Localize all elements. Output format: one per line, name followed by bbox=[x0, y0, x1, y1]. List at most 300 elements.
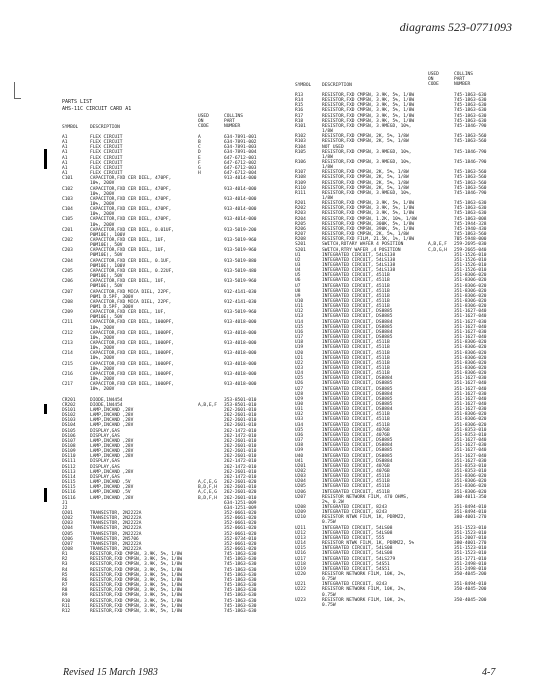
part-number: 352-0661-020 bbox=[224, 521, 257, 527]
part-symbol: U27 bbox=[295, 386, 304, 392]
part-number: 705-5948-000 bbox=[454, 237, 487, 243]
part-description: RESISTOR NTWK FILM, 1K, PDRMZ2, 5% bbox=[322, 541, 415, 547]
part-symbol: Q207 bbox=[62, 541, 73, 547]
used-on-code: C bbox=[198, 145, 201, 151]
part-symbol: U23 bbox=[295, 365, 304, 371]
part-number: 745-1863-560 bbox=[454, 232, 487, 238]
part-number: 745-1863-560 bbox=[454, 180, 487, 186]
part-number: 745-1944-328 bbox=[454, 221, 487, 227]
part-description: INTEGRATED CIRCUIT, 4511B bbox=[322, 355, 390, 361]
part-symbol: U214 bbox=[295, 541, 306, 547]
part-number: 351-2498-010 bbox=[454, 561, 487, 567]
part-symbol: DS113 bbox=[62, 469, 76, 475]
part-symbol: U25 bbox=[295, 376, 304, 382]
part-description: INTEGRATED CIRCUIT, 4511B bbox=[322, 283, 390, 289]
part-number: 913-5019-960 bbox=[224, 248, 257, 254]
part-number: 913-4018-000 bbox=[224, 341, 257, 346]
part-number: 745-1863-630 bbox=[224, 603, 257, 609]
part-number: 351-8494-010 bbox=[454, 505, 487, 510]
part-description: INTEGRATED CIRCUIT, 4511B bbox=[322, 479, 390, 485]
part-number: 351-1627-040 bbox=[454, 386, 487, 392]
part-symbol: C216 bbox=[62, 371, 73, 377]
part-number: 913-5019-480 bbox=[224, 268, 257, 274]
part-symbol: U222 bbox=[295, 587, 306, 593]
part-number: 647-6712-004 bbox=[224, 171, 257, 177]
part-description: INTEGRATED CIRCUIT, 54LS138 bbox=[322, 268, 396, 274]
part-number: 913-4014-000 bbox=[224, 207, 257, 213]
part-description: RESISTOR,FXD CMPSN, 3.9K, 5%, 1/8W bbox=[322, 113, 415, 119]
part-number: 351-8306-020 bbox=[454, 479, 487, 485]
part-number: 351-1526-010 bbox=[454, 262, 487, 268]
part-description: NOT USED bbox=[322, 144, 344, 150]
part-number: 351-1523-010 bbox=[454, 525, 487, 531]
part-symbol: DS104 bbox=[62, 423, 76, 429]
part-number: 745-1863-630 bbox=[224, 557, 257, 563]
part-number: 353-8501-010 bbox=[224, 397, 257, 403]
part-number: 745-1863-630 bbox=[454, 113, 487, 119]
part-symbol: DS115 bbox=[62, 485, 76, 491]
part-number: 262-1472-010 bbox=[224, 433, 257, 439]
part-number: 351-8306-020 bbox=[454, 345, 487, 351]
part-symbol: U26 bbox=[295, 381, 304, 387]
used-header-right: USED ON CODE bbox=[428, 72, 439, 88]
part-number: 745-1846-790 bbox=[454, 190, 487, 196]
part-number: 351-8306-020 bbox=[454, 360, 487, 366]
change-bar bbox=[44, 149, 47, 169]
part-symbol: R206 bbox=[295, 226, 306, 232]
part-description: LAMP,INCAND ,28V bbox=[90, 449, 134, 455]
part-symbol: C202 bbox=[62, 238, 73, 243]
part-number: 351-1627-030 bbox=[454, 391, 487, 397]
part-description: INTEGRATED CIRCUIT, 4511B bbox=[322, 417, 390, 423]
part-number: 351-8306-020 bbox=[454, 350, 487, 356]
part-symbol: DS116 bbox=[62, 490, 76, 496]
part-symbol: U207 bbox=[295, 494, 306, 500]
part-symbol: A1 bbox=[62, 145, 68, 151]
part-description: INTEGRATED CIRCUIT, 4511B bbox=[322, 412, 390, 418]
part-symbol: S201 bbox=[295, 247, 306, 253]
part-symbol: U38 bbox=[295, 443, 304, 449]
part-description: INTEGRATED CIRCUIT, 54LS138 bbox=[322, 257, 396, 263]
part-description: CAPACITOR,FXD CER DIEL, 1000PF, bbox=[90, 330, 174, 336]
part-number: 913-4014-000 bbox=[224, 217, 257, 223]
part-description: RESISTOR,FXD CMPSN, 3.9K, 5%, 1/8W bbox=[90, 603, 183, 609]
part-description: 1/8W bbox=[322, 196, 333, 201]
part-description: INTEGRATED CIRCUIT, 4076B bbox=[322, 432, 390, 438]
part-symbol: R4 bbox=[62, 567, 68, 573]
part-symbol: A1 bbox=[62, 135, 68, 140]
part-number: 351-1523-010 bbox=[454, 551, 487, 557]
part-description: RESISTOR,FXD CMPSN, 3.9K, 5%, 1/8W bbox=[90, 583, 183, 589]
part-symbol: R204 bbox=[295, 216, 306, 222]
part-description: INTEGRATED CIRCUIT, DS8885 bbox=[322, 402, 393, 407]
part-number: 913-5019-200 bbox=[224, 227, 257, 233]
part-description: INTEGRATED CIRCUIT, DS8885 bbox=[322, 314, 393, 320]
part-symbol: R207 bbox=[295, 232, 306, 238]
part-description: INTEGRATED CIRCUIT, DS8885 bbox=[322, 381, 393, 387]
part-number: 352-0661-020 bbox=[224, 531, 257, 537]
part-description: DISPLAY,GAS bbox=[90, 474, 120, 480]
part-description: RESISTOR,FXD CMPSN, 3.9K, 5%, 1/8W bbox=[322, 103, 415, 109]
part-symbol: C102 bbox=[62, 186, 73, 192]
part-symbol: U2 bbox=[295, 257, 301, 263]
part-number: 745-1863-560 bbox=[454, 175, 487, 181]
part-symbol: U218 bbox=[295, 561, 306, 567]
part-symbol: R12 bbox=[62, 608, 71, 614]
part-number: 745-1846-790 bbox=[454, 123, 487, 129]
part-number: 647-6712-001 bbox=[224, 155, 257, 161]
part-symbol: U204 bbox=[295, 479, 306, 485]
part-description: INTEGRATED CIRCUIT, 54LS138 bbox=[322, 252, 396, 258]
part-number: 745-1863-560 bbox=[454, 185, 487, 191]
part-number: 745-1863-630 bbox=[224, 598, 257, 604]
part-description: CAPACITOR,FXD CER DIEL, 1000PF, bbox=[90, 351, 174, 357]
part-symbol: U7 bbox=[295, 283, 301, 289]
part-symbol: R107 bbox=[295, 170, 306, 176]
part-description: CAPACITOR,FXD MICA DIEL, 22PF, bbox=[90, 299, 172, 305]
part-description: TRANSISTOR, 2N5706 bbox=[90, 536, 139, 542]
part-number: 913-4018-000 bbox=[224, 371, 257, 377]
part-number: 745-1863-630 bbox=[454, 201, 487, 207]
part-description: INTEGRATED CIRCUIT, 4511B bbox=[322, 288, 390, 294]
part-symbol: R108 bbox=[295, 175, 306, 181]
part-description: INTEGRATED CIRCUIT, DS8885 bbox=[322, 453, 393, 459]
part-number: 745-1846-790 bbox=[454, 159, 487, 165]
part-description: FLEX CIRCUIT bbox=[90, 150, 123, 156]
part-description: INTEGRATED CIRCUIT, 54LS138 bbox=[322, 262, 396, 268]
part-symbol: U39 bbox=[295, 448, 304, 454]
part-description: RESISTOR,FXD CMPSN, 2K, 5%, 1/8W bbox=[322, 139, 409, 145]
part-number: 380-4001-270 bbox=[454, 541, 487, 547]
part-symbol: CR202 bbox=[62, 402, 76, 408]
part-number: 912-4141-030 bbox=[224, 299, 257, 305]
part-description: RESISTOR,FXD CMPSN, 3.9MEGD, 10%, bbox=[322, 149, 412, 155]
part-symbol: R205 bbox=[295, 221, 306, 227]
part-symbol: DS109 bbox=[62, 449, 76, 455]
part-description: INTEGRATED CIRCUIT, 4511B bbox=[322, 371, 390, 377]
part-description: INTEGRATED CIRCUIT, 555 bbox=[322, 535, 385, 541]
part-symbol: A1 bbox=[62, 171, 68, 177]
part-description: INTEGRATED CIRCUIT, 4511B bbox=[322, 299, 390, 304]
part-description: 10%, 200V bbox=[90, 335, 115, 341]
part-number: 262-2601-010 bbox=[224, 495, 257, 501]
symbol-header-right: SYMBOL bbox=[295, 83, 312, 88]
part-symbol: R102 bbox=[295, 134, 306, 140]
part-number: 351-1627-030 bbox=[454, 443, 487, 449]
part-symbol: C206 bbox=[62, 279, 73, 285]
part-description: RESISTOR,FXD FILM, 21.5K, 1%, 1/8W bbox=[322, 237, 415, 243]
part-description: CAPACITOR,FXD CER DIEL, 1000PF, bbox=[90, 361, 174, 367]
part-number: 745-1940-430 bbox=[454, 226, 487, 232]
part-number: 351-1627-040 bbox=[454, 448, 487, 454]
part-number: 351-1523-010 bbox=[454, 530, 487, 536]
part-symbol: CR201 bbox=[62, 397, 76, 403]
part-description: 2%, 0.2W bbox=[322, 499, 344, 505]
part-number: 351-1627-040 bbox=[454, 335, 487, 341]
part-symbol: R10 bbox=[62, 598, 71, 604]
part-description: RESISTOR,FXD CMPSN, 2K, 5%, 1/8W bbox=[322, 180, 409, 186]
part-number: 351-8353-010 bbox=[454, 468, 487, 474]
part-description: 0.75W bbox=[322, 520, 336, 526]
part-description: DISPLAY,GAS bbox=[90, 433, 120, 439]
part-number: 634-1251-009 bbox=[224, 500, 257, 506]
part-symbol: DS107 bbox=[62, 438, 76, 444]
part-number: 634-7891-001 bbox=[224, 135, 257, 140]
part-description: RESISTOR,FXD CMPSN, 3.9K, 5%, 1/8W bbox=[90, 593, 183, 599]
part-number: 913-5019-960 bbox=[224, 238, 257, 243]
used-on-code: A,C,E,G bbox=[198, 480, 217, 486]
part-number: 745-1863-008 bbox=[454, 216, 487, 222]
part-description: TRANSISTOR, 2N2222A bbox=[90, 510, 142, 516]
part-description: TRANSISTOR, 2N2222A bbox=[90, 521, 142, 527]
part-number: 351-2498-010 bbox=[454, 566, 487, 572]
part-symbol: U212 bbox=[295, 530, 306, 536]
part-description: RESISTOR NETWORK FILM, 10K, 2%, bbox=[322, 597, 406, 603]
part-description: INTEGRATED CIRCUIT, 4511B bbox=[322, 360, 390, 366]
part-number: 351-8306-020 bbox=[454, 278, 487, 284]
used-on-code: A,B,E,F bbox=[428, 242, 447, 248]
part-symbol: U30 bbox=[295, 402, 304, 407]
part-number: 913-5019-880 bbox=[224, 258, 257, 264]
part-description: P0M10E), 100V bbox=[90, 263, 126, 269]
part-description: RESISTOR,FXD CMPSN, 2K, 5%, 1/8W bbox=[322, 185, 409, 191]
part-symbol: R14 bbox=[295, 98, 304, 104]
part-number: 745-1863-630 bbox=[224, 552, 257, 558]
part-description: INTEGRATED CIRCUIT, 54LS08 bbox=[322, 530, 393, 536]
part-symbol: R109 bbox=[295, 180, 306, 186]
part-symbol: U17 bbox=[295, 335, 304, 341]
part-number: 351-8306-020 bbox=[454, 293, 487, 299]
part-description: CAPACITOR,FXD CER DIEL, 470PF, bbox=[90, 217, 172, 223]
part-description: TRANSISTOR, 2N2222A bbox=[90, 547, 142, 552]
part-description: DISPLAY,GAS bbox=[90, 459, 120, 465]
part-description: INTEGRATED CIRCUIT, 54S51 bbox=[322, 561, 390, 567]
part-description: 10%, 200V bbox=[90, 356, 115, 362]
part-description: INTEGRATED CIRCUIT, 8243 bbox=[322, 505, 388, 510]
part-number: 634-7891-002 bbox=[224, 140, 257, 146]
part-description: P0M1 D.5PF, 300V bbox=[90, 304, 134, 310]
part-symbol: A1 bbox=[62, 150, 68, 156]
part-description: RESISTOR NETWORK FILM, 10K, 2%, bbox=[322, 571, 406, 577]
part-number: 352-0661-020 bbox=[224, 510, 257, 516]
part-symbol: U13 bbox=[295, 314, 304, 320]
part-description: RESISTOR,FXD CMPSN, 3.9K, 5%, 1/8W bbox=[90, 577, 183, 583]
collins-header: COLLINS PART NUMBER bbox=[224, 114, 243, 130]
part-description: 1/8W bbox=[322, 154, 333, 160]
part-symbol: U34 bbox=[295, 422, 304, 428]
part-number: 262-1472-010 bbox=[224, 464, 257, 470]
part-number: 262-2601-010 bbox=[224, 454, 257, 460]
part-number: 352-0734-010 bbox=[224, 536, 257, 542]
part-symbol: C212 bbox=[62, 330, 73, 336]
part-description: P0M10E), 50V bbox=[90, 315, 123, 321]
part-description: INTEGRATED CIRCUIT, DS8884 bbox=[322, 376, 393, 382]
part-symbol: U31 bbox=[295, 407, 304, 413]
part-description: LAMP,INCAND ,28V bbox=[90, 438, 134, 444]
part-symbol: U40 bbox=[295, 453, 304, 459]
part-symbol: Q206 bbox=[62, 536, 73, 542]
part-description: 10%, 200V bbox=[90, 366, 115, 372]
part-symbol: U10 bbox=[295, 299, 304, 304]
part-symbol: DS110 bbox=[62, 454, 76, 460]
part-number: 351-1627-030 bbox=[454, 319, 487, 325]
part-symbol: U22 bbox=[295, 360, 304, 366]
part-description: INTEGRATED CIRCUIT, DS8884 bbox=[322, 443, 393, 449]
part-description: LAMP,INCAND ,5V bbox=[90, 480, 131, 486]
part-description: INTEGRATED CIRCUIT, 54LS08 bbox=[322, 525, 393, 531]
part-description: TRANSISTOR, 2N2222A bbox=[90, 541, 142, 547]
part-number: 351-1526-010 bbox=[454, 252, 487, 258]
part-symbol: C211 bbox=[62, 320, 73, 326]
part-number: 351-8494-010 bbox=[454, 582, 487, 588]
part-description: 10%, 200V bbox=[90, 222, 115, 228]
part-description: INTEGRATED CIRCUIT, 4076B bbox=[322, 427, 390, 433]
part-description: CAPACITOR,FXD CER DIEL, 0.22UF, bbox=[90, 268, 174, 274]
part-description: CAPACITOR,FXD CER DIEL, 1UF, bbox=[90, 310, 166, 316]
part-description: LAMP,INCAND ,28V bbox=[90, 418, 134, 424]
part-description: LAMP,INCAND ,5V bbox=[90, 490, 131, 496]
part-symbol: U223 bbox=[295, 597, 306, 603]
part-number: 745-1863-630 bbox=[224, 588, 257, 594]
part-symbol: DS115 bbox=[62, 480, 76, 486]
used-on-code: C,D,G,H bbox=[428, 247, 447, 253]
part-number: 351-8306-020 bbox=[454, 422, 487, 428]
part-description: CAPACITOR,FXD CER DIEL, 1000PF, bbox=[90, 371, 174, 377]
part-symbol: C208 bbox=[62, 299, 73, 305]
description-header: DESCRIPTION bbox=[90, 124, 120, 130]
part-description: CAPACITOR,FXD CER DIEL, 470PF, bbox=[90, 196, 172, 202]
part-symbol: U1 bbox=[295, 252, 301, 258]
part-number: 352-0661-020 bbox=[224, 516, 257, 522]
part-number: 262-2601-010 bbox=[224, 469, 257, 475]
part-description: P0M1 D.5PF, 300V bbox=[90, 294, 134, 300]
part-description: INTEGRATED CIRCUIT, 4511B bbox=[322, 273, 390, 279]
part-number: 262-2601-010 bbox=[224, 449, 257, 455]
part-description: DIODE,1N4454 bbox=[90, 402, 123, 408]
part-symbol: R2 bbox=[62, 557, 68, 563]
part-symbol: A1 bbox=[62, 165, 68, 171]
part-symbol: J2 bbox=[62, 505, 68, 511]
part-number: 262-2601-010 bbox=[224, 413, 257, 419]
part-number: 262-2601-020 bbox=[224, 480, 257, 486]
part-description: LAMP,INCAND ,28V bbox=[90, 454, 134, 460]
part-symbol: R7 bbox=[62, 583, 68, 589]
part-symbol: U37 bbox=[295, 438, 304, 444]
part-symbol: Q201 bbox=[62, 510, 73, 516]
part-description: INTEGRATED CIRCUIT, DS8885 bbox=[322, 309, 393, 315]
used-on-code: E bbox=[198, 155, 201, 161]
part-description: DISPLAY,GAS bbox=[90, 464, 120, 470]
part-symbol: R5 bbox=[62, 572, 68, 578]
part-number: 259-2695-030 bbox=[454, 242, 487, 248]
part-symbol: R17 bbox=[295, 113, 304, 119]
part-number: 262-2601-010 bbox=[224, 444, 257, 449]
part-number: 634-1251-009 bbox=[224, 505, 257, 511]
part-number: 262-1472-010 bbox=[224, 428, 257, 434]
part-symbol: R8 bbox=[62, 588, 68, 594]
part-symbol: U208 bbox=[295, 505, 306, 510]
part-description: P0M10E), 50V bbox=[90, 243, 123, 249]
part-number: 745-1863-630 bbox=[224, 583, 257, 589]
part-symbol: R105 bbox=[295, 149, 306, 155]
part-description: 1/8W bbox=[322, 165, 333, 171]
part-description: INTEGRATED CIRCUIT, DS8884 bbox=[322, 329, 393, 335]
part-number: 745-1863-630 bbox=[454, 103, 487, 109]
part-description: RESISTOR,FXD CMPSN, 3.9MEGD, 10%, bbox=[322, 190, 412, 196]
part-symbol: R18 bbox=[295, 118, 304, 124]
part-description: FLEX CIRCUIT bbox=[90, 135, 123, 140]
table-row bbox=[295, 603, 505, 608]
part-description: INTEGRATED CIRCUIT, DS8885 bbox=[322, 335, 393, 341]
part-description: RESISTOR,FXD CMPSN, 3.9K, 5%, 1/8W bbox=[90, 588, 183, 594]
collins-header-right: COLLINS PART NUMBER bbox=[454, 72, 473, 88]
part-description: 1/8W bbox=[322, 129, 333, 135]
part-number: 351-8306-020 bbox=[454, 273, 487, 279]
part-number: 745-1863-630 bbox=[224, 577, 257, 583]
part-description: CAPACITOR,FXD CER DIEL, 1UF, bbox=[90, 248, 166, 254]
part-symbol: A1 bbox=[62, 155, 68, 161]
part-symbol: C207 bbox=[62, 289, 73, 295]
part-number: 634-7891-003 bbox=[224, 145, 257, 151]
part-number: 262-2601-010 bbox=[224, 423, 257, 429]
part-description: RESISTOR,FXD CMPSN, 2K, 5%, 1/8W bbox=[322, 175, 409, 181]
part-symbol: U32 bbox=[295, 412, 304, 418]
part-number: 745-1863-630 bbox=[454, 98, 487, 104]
part-number: 351-1526-010 bbox=[454, 268, 487, 274]
document-header-brand: diagrams 523-0771093 bbox=[399, 20, 512, 34]
part-number: 351-8353-010 bbox=[454, 463, 487, 469]
part-description: CAPACITOR,FXD CER DIEL, 1UF, bbox=[90, 279, 166, 285]
part-number: 351-1627-040 bbox=[454, 314, 487, 320]
part-symbol: A1 bbox=[62, 160, 68, 166]
used-on-code: B bbox=[198, 140, 201, 146]
change-bar bbox=[44, 488, 47, 502]
part-description: 0.75W bbox=[322, 602, 336, 608]
part-description: CAPACITOR,FXD CER DIEL, 1000PF, bbox=[90, 320, 174, 326]
part-description: FLEX CIRCUIT bbox=[90, 145, 123, 151]
part-symbol: Q205 bbox=[62, 531, 73, 537]
part-description: FLEX CIRCUIT bbox=[90, 140, 123, 146]
part-symbol: U21 bbox=[295, 355, 304, 361]
part-description: LAMP,INCAND ,28V bbox=[90, 469, 134, 475]
part-symbol: U41 bbox=[295, 458, 304, 464]
part-symbol: R101 bbox=[295, 123, 306, 129]
part-description: INTEGRATED CIRCUIT, DS8885 bbox=[322, 396, 393, 402]
part-symbol: U217 bbox=[295, 556, 306, 562]
part-symbol: U18 bbox=[295, 340, 304, 346]
part-symbol: Q208 bbox=[62, 547, 73, 552]
part-symbol: R104 bbox=[295, 144, 306, 150]
part-symbol: U203 bbox=[295, 474, 306, 480]
part-description: FLEX CIRCUIT bbox=[90, 165, 123, 171]
part-number: 351-2007-010 bbox=[454, 535, 487, 541]
part-symbol: C213 bbox=[62, 341, 73, 346]
part-number: 913-4018-000 bbox=[224, 351, 257, 357]
part-description: INTEGRATED CIRCUIT, 8243 bbox=[322, 582, 388, 588]
part-description: P0M10E), 50V bbox=[90, 274, 123, 280]
part-symbol: U202 bbox=[295, 468, 306, 474]
part-symbol: U28 bbox=[295, 391, 304, 397]
part-description: INTEGRATED CIRCUIT, 4511B bbox=[322, 293, 390, 299]
part-description: INTEGRATED CIRCUIT, 4511B bbox=[322, 489, 390, 495]
part-symbol: R11 bbox=[62, 603, 71, 609]
part-description: INTEGRATED CIRCUIT, 4076B bbox=[322, 468, 390, 474]
part-symbol: U205 bbox=[295, 484, 306, 490]
part-number: 745-1863-560 bbox=[454, 170, 487, 176]
part-symbol: U8 bbox=[295, 288, 301, 294]
part-number: 913-5019-960 bbox=[224, 279, 257, 285]
part-number: 351-1627-030 bbox=[454, 407, 487, 413]
